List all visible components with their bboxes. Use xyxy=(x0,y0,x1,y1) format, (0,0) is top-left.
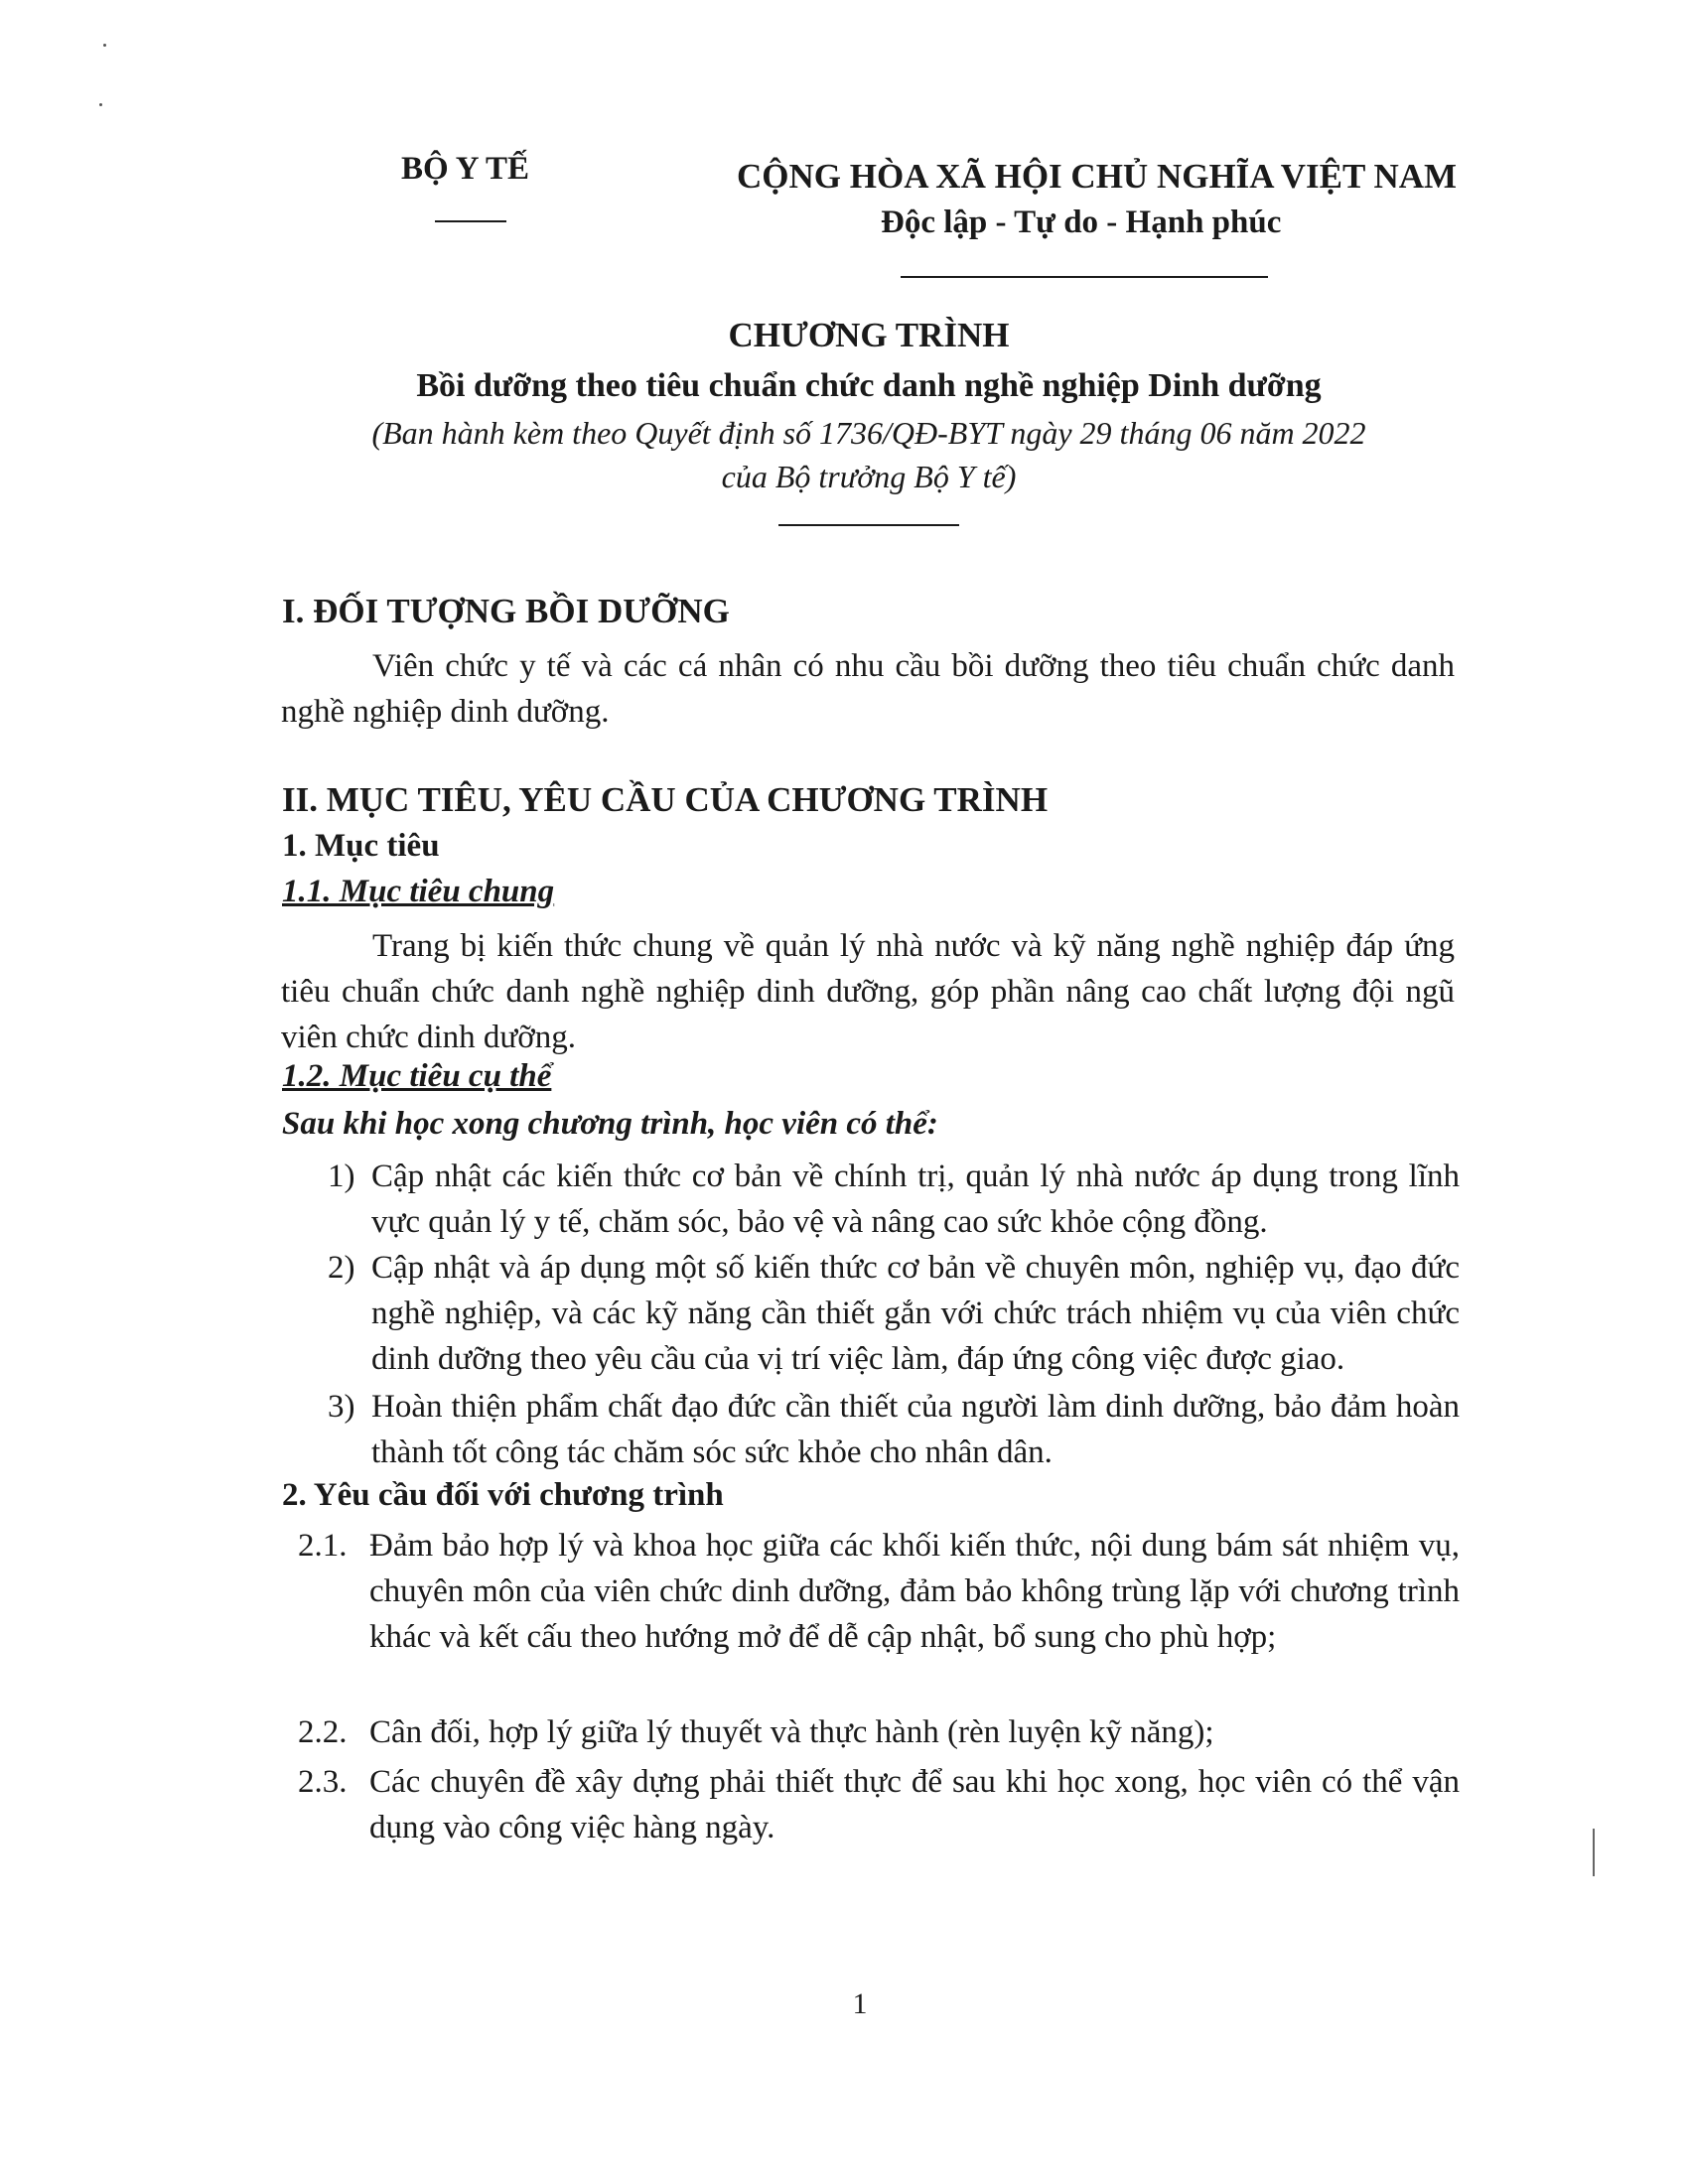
objective-number: 2) xyxy=(328,1250,355,1286)
objective-text: Cập nhật và áp dụng một số kiến thức cơ bản về chuyên môn, nghiệp vụ, đạo đức nghề nghiệp, và các kỹ năng cần thiết gắn với chức trách nhiệm vụ của viên chức dinh dưỡng theo yêu cầu của vị trí việc làm, đáp ứng công việc được giao. xyxy=(371,1250,1460,1377)
scan-speck xyxy=(103,44,106,47)
subsection-2-heading: 2. Yêu cầu đối với chương trình xyxy=(282,1477,724,1513)
requirement-number: 2.1. xyxy=(298,1528,348,1564)
objectives-lead-in: Sau khi học xong chương trình, học viên có thể: xyxy=(282,1106,938,1142)
requirement-item xyxy=(298,1523,1460,1706)
header-right-rule xyxy=(901,276,1268,278)
objective-text: Hoàn thiện phẩm chất đạo đức cần thiết của người làm dinh dưỡng, bảo đảm hoàn thành tốt công tác chăm sóc sức khỏe cho nhân dân. xyxy=(371,1389,1460,1470)
scan-speck xyxy=(99,103,102,106)
requirement-text: Đảm bảo hợp lý và khoa học giữa các khối kiến thức, nội dung bám sát nhiệm vụ, chuyên môn của viên chức dinh dưỡng, đảm bảo không trùng lặp với chương trình khác và kết cấu theo hướng mở để dễ cập nhật, bổ sung cho phù hợp; xyxy=(369,1528,1460,1655)
header-left-org: BỘ Y TẾ xyxy=(401,151,529,187)
header-right-line1: CỘNG HÒA XÃ HỘI CHỦ NGHĨA VIỆT NAM xyxy=(737,157,1458,196)
requirement-number: 2.2. xyxy=(298,1714,348,1750)
requirement-number: 2.3. xyxy=(298,1764,348,1800)
program-subtitle: Bồi dưỡng theo tiêu chuẩn chức danh nghề nghiệp Dinh dưỡng xyxy=(416,367,1322,404)
objective-item xyxy=(328,1154,1460,1245)
objective-number: 1) xyxy=(328,1159,355,1194)
title-rule xyxy=(778,524,959,526)
general-goal-paragraph: Trang bị kiến thức chung về quản lý nhà nước và kỹ năng nghề nghiệp đáp ứng tiêu chuẩn chức danh nghề nghiệp dinh dưỡng, góp phần nâng cao chất lượng đội ngũ viên chức dinh dưỡng. xyxy=(281,928,1455,1055)
requirement-text: Các chuyên đề xây dựng phải thiết thực để sau khi học xong, học viên có thể vận dụng vào công việc hàng ngày. xyxy=(369,1764,1460,1845)
requirement-text: Cân đối, hợp lý giữa lý thuyết và thực hành (rèn luyện kỹ năng); xyxy=(369,1714,1214,1750)
requirement-item xyxy=(298,1759,1460,1850)
objective-text: Cập nhật các kiến thức cơ bản về chính trị, quản lý nhà nước áp dụng trong lĩnh vực quản lý y tế, chăm sóc, bảo vệ và nâng cao sức khỏe cộng đồng. xyxy=(371,1159,1460,1240)
subsection-1-heading: 1. Mục tiêu xyxy=(282,828,440,864)
section-2-heading: II. MỤC TIÊU, YÊU CẦU CỦA CHƯƠNG TRÌNH xyxy=(282,780,1049,819)
scan-margin-line xyxy=(1593,1829,1595,1876)
header-left-rule xyxy=(435,220,506,222)
subsection-1-1-heading: 1.1. Mục tiêu chung xyxy=(282,874,555,909)
program-title: CHƯƠNG TRÌNH xyxy=(728,316,1010,354)
objective-item xyxy=(328,1384,1460,1475)
requirement-item xyxy=(298,1709,1460,1755)
objective-number: 3) xyxy=(328,1389,355,1425)
objective-item xyxy=(328,1245,1460,1382)
issued-by-line2: của Bộ trưởng Bộ Y tế) xyxy=(721,459,1017,494)
section-1-paragraph: Viên chức y tế và các cá nhân có nhu cầu bồi dưỡng theo tiêu chuẩn chức danh nghề nghiệp dinh dưỡng. xyxy=(281,648,1455,730)
issued-by-line1: (Ban hành kèm theo Quyết định số 1736/QĐ-BYT ngày 29 tháng 06 năm 2022 xyxy=(371,415,1366,451)
section-1-heading: I. ĐỐI TƯỢNG BỒI DƯỠNG xyxy=(282,592,730,630)
header-right-line2: Độc lập - Tự do - Hạnh phúc xyxy=(881,205,1282,240)
page-number: 1 xyxy=(852,1987,868,2020)
subsection-1-2-heading: 1.2. Mục tiêu cụ thể xyxy=(282,1058,552,1094)
